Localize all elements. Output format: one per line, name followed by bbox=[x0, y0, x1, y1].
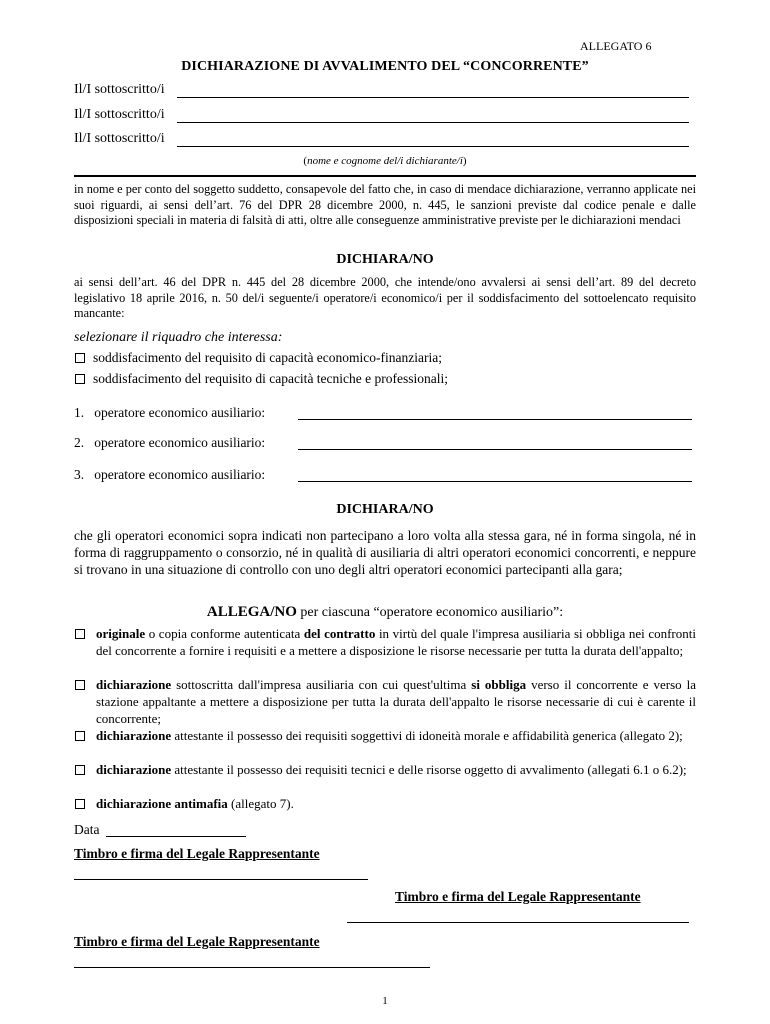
signer-label: Il/I sottoscritto/i bbox=[74, 107, 165, 122]
section1-paragraph: ai sensi dell’art. 46 del DPR n. 445 del 28 dicembre 2000, che intende/ono avvalersi ai sensi dell’art. 89 del decreto legislativo 18 aprile 2016, n. 50 del/i seguente/i operatore/i economico/i per il soddisfacimento del sottoelencato requisito mancante: bbox=[74, 275, 696, 321]
attachment-checkbox-5[interactable] bbox=[75, 799, 85, 809]
attachment-checkbox-4[interactable] bbox=[75, 765, 85, 775]
allegato-label: ALLEGATO 6 bbox=[580, 39, 652, 53]
operator-line-1: 1. operatore economico ausiliario: bbox=[74, 405, 266, 420]
allega-heading: ALLEGA/NO bbox=[206, 604, 297, 620]
attachment-checkbox-1[interactable] bbox=[75, 629, 85, 639]
signer-name-field-2[interactable] bbox=[177, 107, 689, 123]
attachment-item-2: dichiarazione sottoscritta dall'impresa ausiliaria con cui quest'ultima si obbliga verso il concorrente e verso la stazione appaltante a mettere a disposizione per tutta la durata dell'appalto le risorse necessarie di cui è carente il concorrente; bbox=[96, 677, 696, 726]
operator-field-2[interactable] bbox=[298, 434, 692, 450]
operator-field-3[interactable] bbox=[298, 466, 692, 482]
divider bbox=[74, 175, 696, 177]
option-label: soddisfacimento del requisito di capacità tecniche e professionali; bbox=[93, 371, 449, 386]
attachment-item-4: dichiarazione attestante il possesso dei requisiti tecnici e delle risorse oggetto di avvalimento (allegati 6.1 o 6.2); bbox=[96, 762, 687, 777]
intro-paragraph: in nome e per conto del soggetto suddetto, consapevole del fatto che, in caso di mendace dichiarazione, verranno applicate nei suoi riguardi, ai sensi dell’art. 76 del DPR 28 dicembre 2000, n. 445, le sanzioni previste dal codice penale e dalle disposizioni speciali in materia di falsità di atti, oltre alle conseguenze amministrative previste per le dichiarazioni mendaci bbox=[74, 182, 696, 228]
attachment-item-1: originale o copia conforme autenticata del contratto in virtù del quale l'impresa ausiliaria si obbliga nei confronti del concorrente a fornire i requisiti e a mettere a disposizione le risorse necessarie per tutta la durata dell'appalto; bbox=[96, 626, 696, 658]
page-number: 1 bbox=[382, 995, 388, 1007]
section2-heading: DICHIARA/NO bbox=[336, 502, 434, 517]
document-title: DICHIARAZIONE DI AVVALIMENTO DEL “CONCORRENTE” bbox=[181, 59, 589, 74]
signature-label-2: Timbro e firma del Legale Rappresentante bbox=[395, 889, 641, 904]
signature-label-3: Timbro e firma del Legale Rappresentante bbox=[74, 934, 320, 949]
attachment-checkbox-2[interactable] bbox=[75, 680, 85, 690]
requirement-option-1[interactable] bbox=[75, 350, 442, 366]
allega-heading-rest: per ciascuna “operatore economico ausiliario”: bbox=[300, 605, 564, 620]
signature-label-1: Timbro e firma del Legale Rappresentante bbox=[74, 846, 320, 861]
operator-line-2: 2. operatore economico ausiliario: bbox=[74, 435, 266, 450]
operator-line-3: 3. operatore economico ausiliario: bbox=[74, 467, 266, 482]
operator-label: operatore economico ausiliario: bbox=[94, 435, 266, 450]
signature-field-2[interactable] bbox=[347, 907, 689, 923]
attachment-item-3: dichiarazione attestante il possesso dei requisiti soggettivi di idoneità morale e affidabilità generica (allegato 2); bbox=[96, 728, 683, 743]
option-label: soddisfacimento del requisito di capacità economico-finanziaria; bbox=[93, 350, 442, 365]
section1-heading: DICHIARA/NO bbox=[336, 252, 434, 267]
requirement-option-2[interactable] bbox=[75, 371, 448, 387]
checkbox-icon[interactable] bbox=[75, 353, 85, 363]
operator-label: operatore economico ausiliario: bbox=[94, 405, 266, 420]
select-instruction: selezionare il riquadro che interessa: bbox=[74, 330, 283, 345]
attachment-item-5: dichiarazione antimafia (allegato 7). bbox=[96, 796, 294, 811]
operator-label: operatore economico ausiliario: bbox=[94, 467, 266, 482]
date-label: Data bbox=[74, 822, 100, 837]
signer-caption: (nome e cognome del/i dichiarante/i) bbox=[303, 155, 467, 167]
signer-line-2 bbox=[74, 107, 165, 123]
signature-field-3[interactable] bbox=[74, 952, 430, 968]
operator-field-1[interactable] bbox=[298, 404, 692, 420]
allega-heading-line bbox=[0, 604, 770, 621]
signature-field-1[interactable] bbox=[74, 864, 368, 880]
signer-line-1 bbox=[74, 82, 165, 98]
signer-line-3 bbox=[74, 131, 165, 147]
checkbox-icon[interactable] bbox=[75, 374, 85, 384]
signer-name-field-1[interactable] bbox=[177, 82, 689, 98]
date-field[interactable] bbox=[106, 821, 246, 837]
signer-name-field-3[interactable] bbox=[177, 131, 689, 147]
signer-label: Il/I sottoscritto/i bbox=[74, 131, 165, 146]
attachment-checkbox-3[interactable] bbox=[75, 731, 85, 741]
section2-paragraph: che gli operatori economici sopra indicati non partecipano a loro volta alla stessa gara, né in forma singola, né in forma di raggruppamento o consorzio, né in qualità di ausiliaria di altri operatori economici concorrenti, e neppure si trovano in una situazione di controllo con uno degli altri operatori economici partecipanti alla gara; bbox=[74, 528, 696, 577]
signer-label: Il/I sottoscritto/i bbox=[74, 82, 165, 97]
